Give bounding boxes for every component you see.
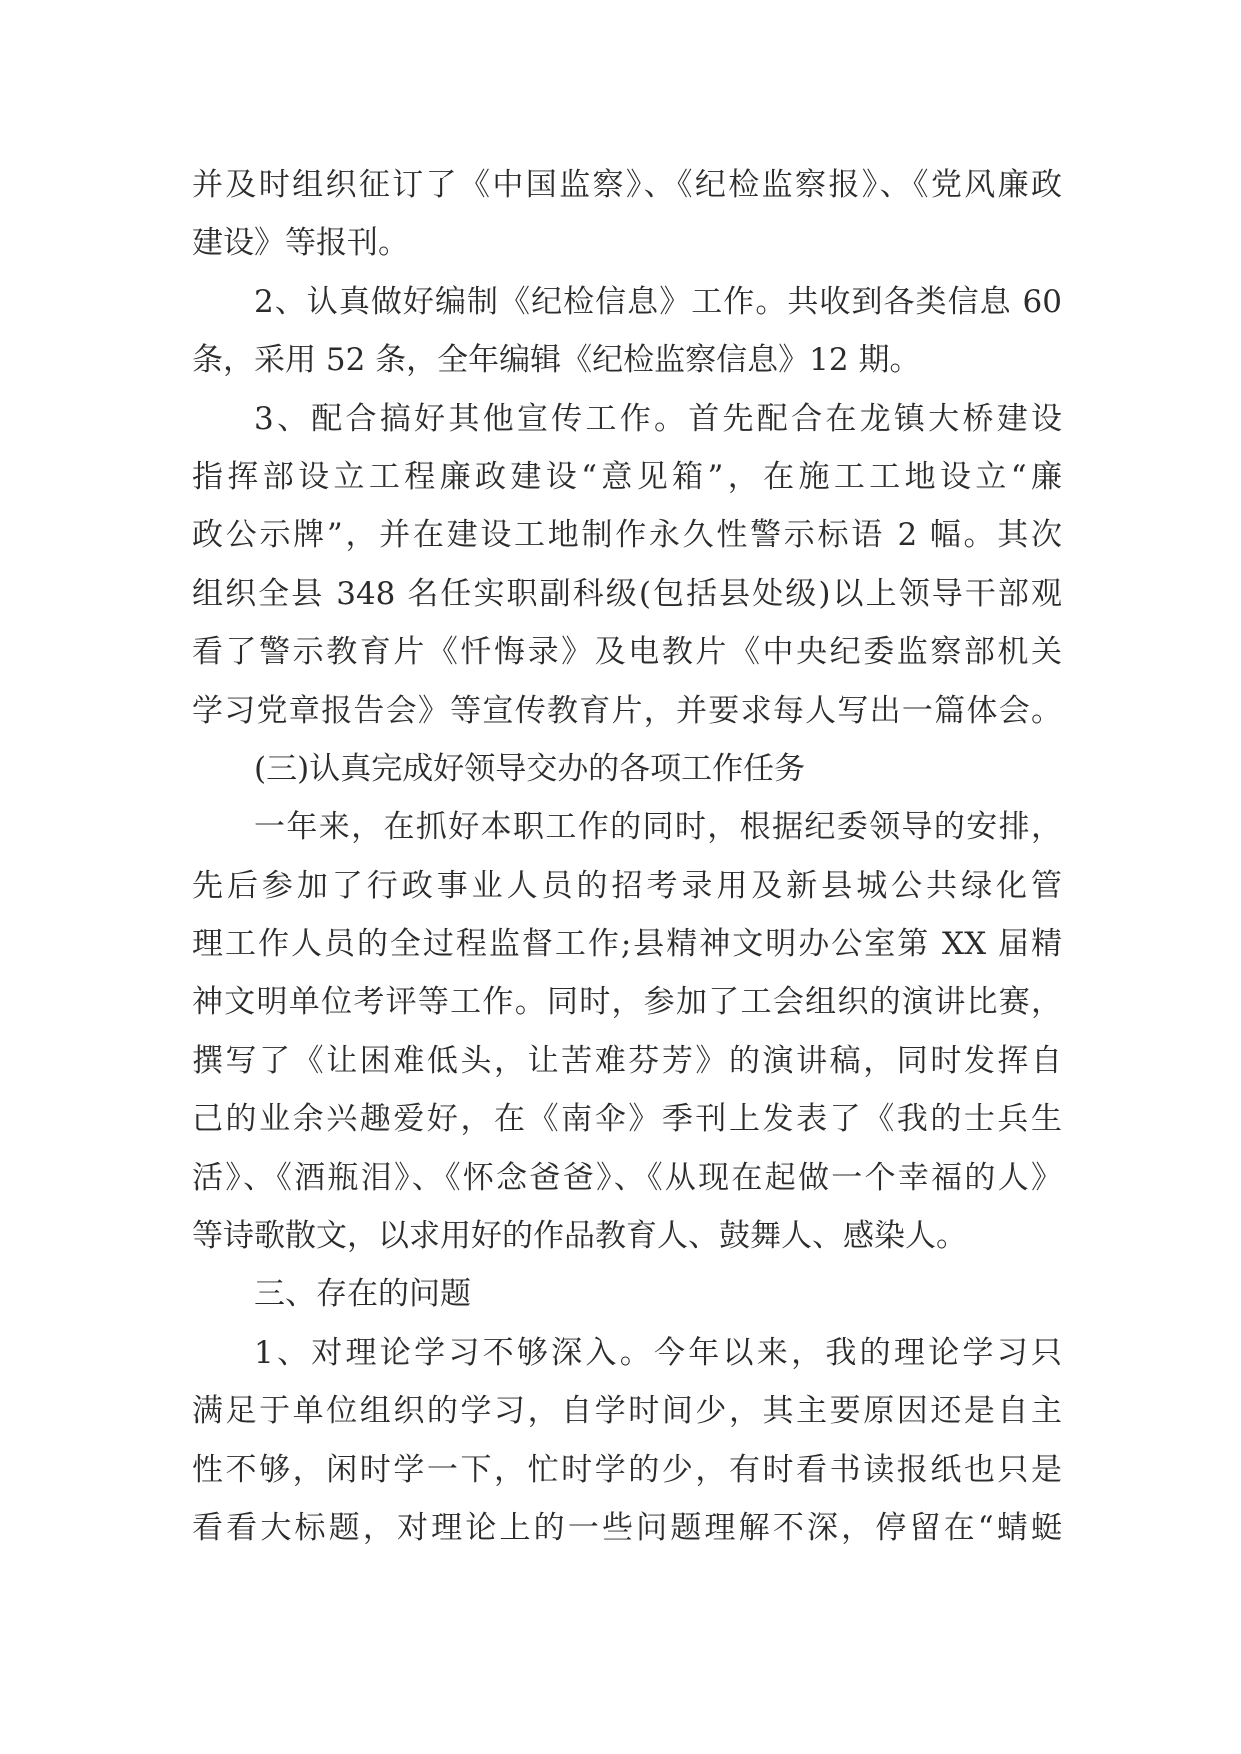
text-line: 撰写了《让困难低头，让苦难芬芳》的演讲稿，同时发挥自: [192, 1042, 1062, 1079]
section-heading: (三)认真完成好领导交办的各项工作任务: [254, 750, 806, 787]
text-line: 条，采用 52 条，全年编辑《纪检监察信息》12 期。: [192, 342, 921, 379]
text-line: 满足于单位组织的学习，自学时间少，其主要原因还是自主: [192, 1393, 1062, 1430]
text-line: 3、配合搞好其他宣传工作。首先配合在龙镇大桥建设: [254, 400, 1062, 437]
text-line: 1、对理论学习不够深入。今年以来，我的理论学习只: [254, 1334, 1062, 1371]
text-line: 等诗歌散文，以求用好的作品教育人、鼓舞人、感染人。: [192, 1218, 967, 1255]
text-line: 看了警示教育片《忏悔录》及电教片《中央纪委监察部机关: [192, 634, 1062, 671]
text-line: 看看大标题，对理论上的一些问题理解不深，停留在“蜻蜓: [192, 1509, 1062, 1546]
text-line: 建设》等报刊。: [192, 225, 409, 262]
section-heading: 三、存在的问题: [254, 1276, 471, 1313]
text-line: 理工作人员的全过程监督工作;县精神文明办公室第 XX 届精: [192, 926, 1062, 963]
text-line: 一年来，在抓好本职工作的同时，根据纪委领导的安排，: [254, 809, 1062, 846]
text-line: 神文明单位考评等工作。同时，参加了工会组织的演讲比赛，: [192, 984, 1062, 1021]
text-line: 性不够，闲时学一下，忙时学的少，有时看书读报纸也只是: [192, 1451, 1062, 1488]
text-line: 政公示牌”，并在建设工地制作永久性警示标语 2 幅。其次: [192, 517, 1062, 554]
text-line: 先后参加了行政事业人员的招考录用及新县城公共绿化管: [192, 867, 1062, 904]
text-line: 学习党章报告会》等宣传教育片，并要求每人写出一篇体会。: [192, 692, 1062, 729]
text-line: 指挥部设立工程廉政建设“意见箱”，在施工工地设立“廉: [192, 458, 1062, 495]
text-line: 并及时组织征订了《中国监察》、《纪检监察报》、《党风廉政: [192, 167, 1062, 203]
document-body: [192, 156, 1062, 1557]
text-line: 己的业余兴趣爱好，在《南伞》季刊上发表了《我的士兵生: [192, 1101, 1062, 1138]
text-line: 2、认真做好编制《纪检信息》工作。共收到各类信息 60: [254, 283, 1062, 320]
text-line: 活》、《酒瓶泪》、《怀念爸爸》、《从现在起做一个幸福的人》: [192, 1159, 1062, 1196]
text-line: 组织全县 348 名任实职副科级(包括县处级)以上领导干部观: [192, 575, 1062, 612]
